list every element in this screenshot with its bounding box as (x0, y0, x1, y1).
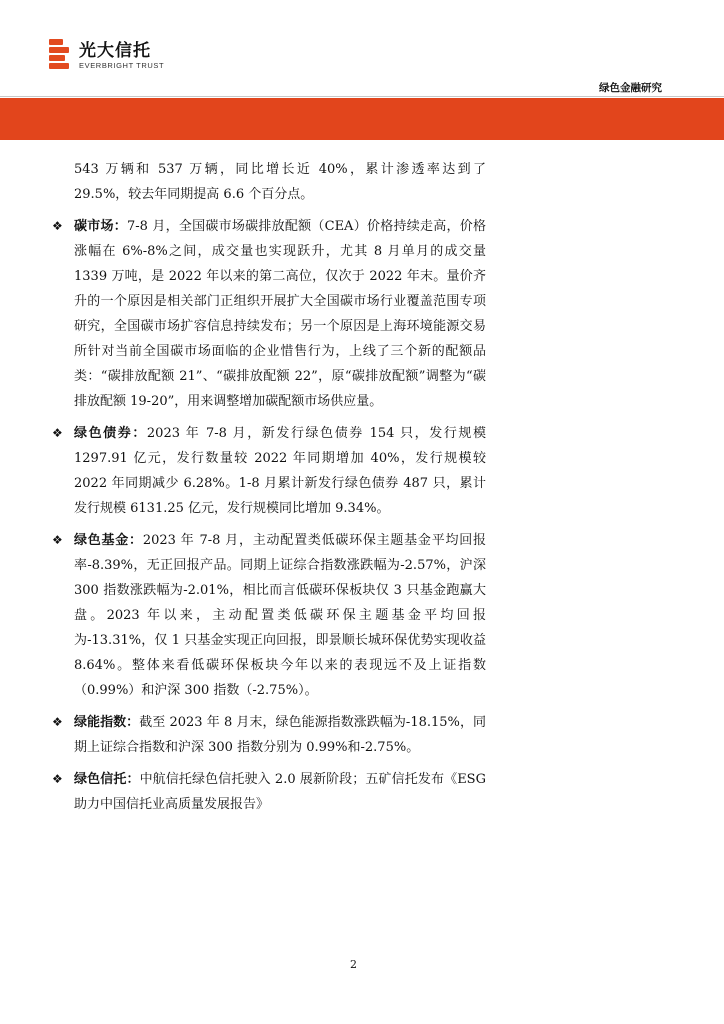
logo-cn-text: 光大信托 (79, 41, 151, 61)
item-text: 截至 2023 年 8 月末，绿色能源指数涨跌幅为-18.15%，同期上证综合指数和沪深 300 指数分别为 0.99%和-2.75%。 (74, 715, 486, 755)
diamond-bullet-icon: ❖ (52, 219, 63, 233)
list-item (52, 710, 486, 760)
document-body (52, 157, 486, 817)
section-title: 绿色金融研究 (599, 82, 662, 94)
page-number: 2 (350, 958, 357, 971)
diamond-bullet-icon: ❖ (52, 772, 63, 786)
list-item (52, 421, 486, 521)
company-logo (45, 36, 171, 76)
item-title: 碳市场： (74, 219, 128, 234)
item-text: 2023 年 7-8 月，主动配置类低碳环保主题基金平均回报率-8.39%，无正回报产品。同期上证综合指数涨跌幅为-2.57%，沪深 300 指数涨跌幅为-2.01%，相比而言低碳环保板块仅 3 只基金跑赢大盘。2023 年以来，主动配置类低碳环保主题基金平均回报为-13.31%，仅 1 只基金实现正向回报，即景顺长城环保优势实现收益 8.64%。整体来看低碳环保板块今年以来的表现远不及上证指数（0.99%）和沪深 300 指数（-2.75%）。 (74, 533, 486, 698)
intro-paragraph: 543 万辆和 537 万辆，同比增长近 40%，累计渗透率达到了 29.5%，较去年同期提高 6.6 个百分点。 (74, 162, 486, 202)
item-title: 绿色债券： (74, 426, 147, 441)
list-item (52, 767, 486, 817)
list-item (52, 214, 486, 414)
item-text: 中航信托绿色信托驶入 2.0 展新阶段；五矿信托发布《ESG 助力中国信托业高质量发展报告》 (74, 772, 486, 812)
item-text: 2023 年 7-8 月，新发行绿色债券 154 只，发行规模 1297.91 亿元，发行数量较 2022 年同期增加 40%，发行规模较 2022 年同期减少 6.28%。1-8 月累计新发行绿色债券 487 只，累计发行规模 6131.25 亿元，发行规模同比增加 9.34%。 (74, 426, 486, 516)
item-title: 绿色基金： (74, 533, 143, 548)
header-divider (0, 96, 724, 97)
item-title: 绿能指数： (74, 715, 140, 730)
logo-mark-icon (45, 38, 73, 74)
diamond-bullet-icon: ❖ (52, 715, 63, 729)
logo-en-text: EVERBRIGHT TRUST (79, 61, 165, 70)
diamond-bullet-icon: ❖ (52, 533, 63, 547)
item-text: 7-8 月，全国碳市场碳排放配额（CEA）价格持续走高，价格涨幅在 6%-8%之间，成交量也实现跃升，尤其 8 月单月的成交量 1339 万吨，是 2022 年以来的第二高位，仅次于 2022 年末。量价齐升的一个原因是相关部门正组织开展扩大全国碳市场行业覆盖范围专项研究，全国碳市场扩容信息持续发布；另一个原因是上海环境能源交易所针对当前全国碳市场面临的企业惜售行为，上线了三个新的配额品类：“碳排放配额 21”、“碳排放配额 22”，原“碳排放配额”调整为“碳排放配额 19-20”，用来调整增加碳配额市场供应量。 (74, 219, 486, 409)
diamond-bullet-icon: ❖ (52, 426, 63, 440)
list-item (52, 528, 486, 703)
header-banner (0, 98, 724, 140)
item-title: 绿色信托： (74, 772, 140, 787)
